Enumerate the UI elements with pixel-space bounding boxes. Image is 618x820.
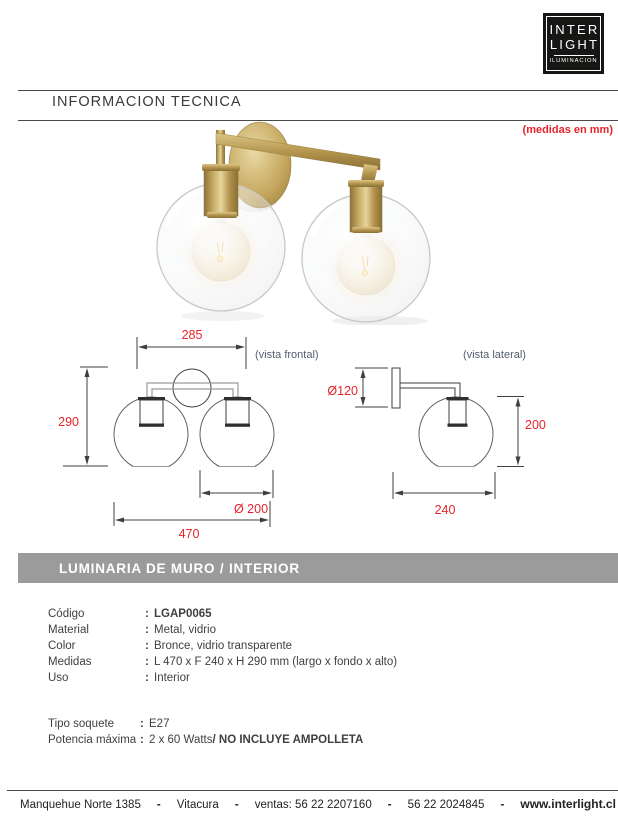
spec-colon: : [145,672,149,684]
front-view-caption: (vista frontal) [255,349,319,361]
spec-value-warning: / NO INCLUYE AMPOLLETA [212,734,364,746]
spec-colon: : [145,656,149,668]
category-banner [18,553,618,583]
spec-row-tipo-soquete [48,718,363,734]
photo-left-socket [202,164,240,218]
page-title: INFORMACION TECNICA [52,94,242,110]
brand-tagline: ILUMINACION [549,58,598,64]
spec-colon: : [145,608,149,620]
spec-row-codigo [48,608,397,624]
front-center-distance-dim: 285 [181,328,203,342]
side-plate-diameter-dim: Ø120 [327,384,358,398]
photo-right-socket [348,180,384,233]
footer-separator: - [156,799,161,811]
spec-colon: : [145,624,149,636]
spec-colon: : [140,734,144,746]
spec-colon: : [140,718,144,730]
side-view-drawing [355,368,524,499]
brand-word-light: LIGHT [549,36,600,52]
spec-label: Color [48,640,76,652]
spec-label: Uso [48,672,69,684]
spec-label: Tipo soquete [48,718,115,730]
footer-sales-phone: ventas: 56 22 2207160 [254,799,372,811]
side-view-caption: (vista lateral) [463,349,526,361]
footer-rule [7,790,618,791]
side-globe-height-dim: 200 [525,418,546,432]
logo-divider [554,55,594,56]
spec-label: Material [48,624,89,636]
category-banner-title: LUMINARIA DE MURO / INTERIOR [59,560,300,576]
spec-value: E27 [149,718,170,730]
spec-value: Interior [154,672,190,684]
footer-website-link[interactable]: www.interlight.cl [520,797,616,811]
front-globe-diameter-dim: Ø 200 [233,502,269,516]
footer-phone2: 56 22 2024845 [407,799,485,811]
side-depth-dim: 240 [434,503,456,517]
spec-colon: : [145,640,149,652]
footer-separator: - [387,799,392,811]
brand-logo [543,13,604,74]
spec-row-uso [48,672,397,688]
spec-value: L 470 x F 240 x H 290 mm (largo x fondo x alto) [154,656,398,668]
spec-row-medidas [48,656,397,672]
footer-address: Manquehue Norte 1385 [20,799,141,811]
spec-value: 2 x 60 Watts [149,734,213,746]
footer-city: Vitacura [176,799,219,811]
brand-logo-frame [546,16,601,71]
spec-label: Medidas [48,656,92,668]
technical-drawings [0,325,618,553]
footer [20,797,616,811]
spec-value: Metal, vidrio [154,624,216,636]
spec-row-potencia-maxima [48,734,363,750]
units-note: (medidas en mm) [522,124,613,136]
spec-label: Código [48,608,85,620]
front-view-drawing [63,337,274,527]
spec-row-material [48,624,397,640]
product-photo [128,120,490,325]
spec-label: Potencia máxima [48,734,137,746]
spec-value: Bronce, vidrio transparente [154,640,293,652]
footer-separator: - [234,799,239,811]
header-rule-top [18,90,618,91]
spec-value: LGAP0065 [154,608,212,620]
footer-separator: - [500,799,505,811]
spec-table-general [48,608,397,688]
spec-row-color [48,640,397,656]
front-height-dim: 290 [58,415,79,429]
front-total-width-dim: 470 [178,527,200,541]
spec-table-electrical [48,718,363,750]
brand-word-inter: INTER [549,22,600,37]
